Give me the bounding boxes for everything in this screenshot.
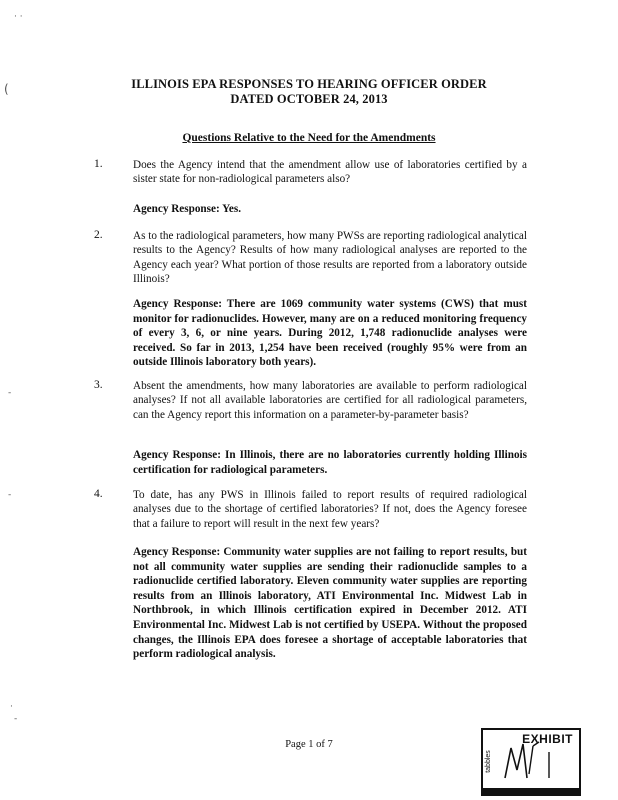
question-text: Does the Agency intend that the amendment allow use of laboratories certified by a sister state for non-radiological parameters also? — [133, 159, 527, 186]
scan-artifact: · — [10, 702, 13, 712]
scan-artifact: - — [14, 714, 18, 724]
document-date: DATED OCTOBER 24, 2013 — [230, 92, 388, 106]
question-text: Absent the amendments, how many laboratories are available to perform radiological analyses? If not all available laboratories are certified for all radiological parameters, can the Agency report this information on a parameter-by-parameter basis? — [133, 380, 527, 421]
agency-response: Agency Response: Community water supplies are not failing to report results, but not all community water supplies are sending their radionuclide samples to a radionuclide certified laboratory. Eleven community water supplies are reporting results from an Illinois laboratory, ATI Environmental Inc. Midwest Lab in Northbrook, in which Illinois certification expired in December 2012. ATI Environmental Inc. Midwest Lab is not certified by USEPA. Without the proposed changes, the Illinois EPA does foresee a shortage of acceptable laboratories that perform radiological analysis. — [133, 546, 527, 661]
question-number: 3. — [94, 379, 103, 391]
page-number: Page 1 of 7 — [285, 739, 333, 750]
question-text: To date, has any PWS in Illinois failed to report results of required radiological analyses due to the shortage of certified laboratories? If not, does the Agency foresee that a failure to report will result in the next few years? — [133, 489, 527, 530]
handwritten-exhibit-mark — [501, 734, 561, 786]
scan-artifact: · · — [14, 12, 23, 22]
exhibit-bar — [483, 788, 579, 794]
section-heading: Questions Relative to the Need for the Amendments — [182, 132, 436, 144]
exhibit-label: EXHIBIT — [522, 732, 573, 746]
question-text: As to the radiological parameters, how many PWSs are reporting radiological analytical results to the Agency? Results of how many radiological analyses are reported to the Agency each year? What portion of those results are reported from a laboratory outside Illinois? — [133, 230, 527, 285]
question-number: 4. — [94, 488, 103, 500]
exhibit-sticker — [481, 728, 581, 796]
document-title: ILLINOIS EPA RESPONSES TO HEARING OFFICER ORDER — [131, 77, 487, 91]
exhibit-side-text: tabbles — [484, 750, 492, 773]
question-number: 1. — [94, 158, 103, 170]
agency-response: Agency Response: Yes. — [133, 203, 242, 215]
scan-artifact: - — [8, 490, 12, 500]
scan-artifact: - — [8, 388, 12, 398]
scan-artifact: ( — [4, 82, 9, 96]
agency-response: Agency Response: There are 1069 community water systems (CWS) that must monitor for radionuclides. However, many are on a reduced monitoring frequency of every 3, 6, or nine years. During 2012, 1,748 radionuclide analyses were received. So far in 2013, 1,254 have been received (roughly 95% were from an outside Illinois laboratory both years). — [133, 298, 527, 369]
question-number: 2. — [94, 229, 103, 241]
agency-response: Agency Response: In Illinois, there are no laboratories currently holding Illinois certification for radiological parameters. — [133, 449, 527, 476]
